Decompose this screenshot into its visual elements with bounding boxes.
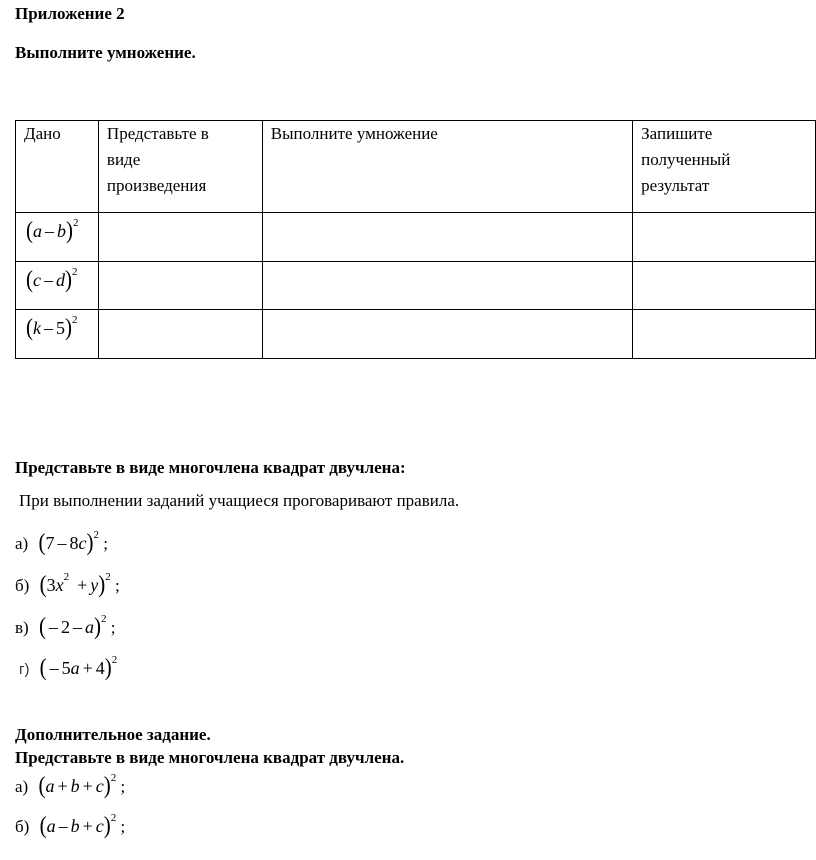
given-expression: (c – d)$^2$ — [16, 262, 99, 310]
exercise-item: а) (7 – 8c)$^2$ ; — [15, 528, 108, 556]
given-expression: (a – b)$^2$ — [16, 213, 99, 262]
item-label: а) — [15, 534, 29, 553]
header-result: Запишите полученный результат — [633, 121, 816, 213]
product-cell[interactable] — [98, 262, 262, 310]
appendix-title: Приложение 2 — [15, 4, 125, 23]
exercise-table — [15, 120, 816, 359]
exercise-item: а) $(a + b + c)^2$ ; — [15, 771, 126, 799]
header-multiply: Выполните умножение — [262, 121, 632, 213]
item-label: г) — [19, 661, 30, 678]
result-cell[interactable] — [633, 213, 816, 262]
item-label: б) — [15, 576, 30, 595]
table-row — [16, 262, 816, 310]
section2-note: При выполнении заданий учащиеся проговаривают правила. — [19, 491, 460, 510]
table-row — [16, 213, 816, 262]
exercise-item: б) $(3x^2 + y)^2$ ; — [15, 570, 120, 598]
multiply-cell[interactable] — [262, 213, 632, 262]
section2-title: Представьте в виде многочлена квадрат двучлена: — [15, 458, 406, 477]
exercise-item: в) ( – 2 – a)$^2$ ; — [15, 612, 116, 640]
section3-title: Дополнительное задание. — [15, 725, 211, 744]
given-expression: (k – 5)$^2$ — [16, 310, 99, 359]
header-given: Дано — [16, 121, 99, 213]
item-label: б) — [15, 817, 30, 836]
multiply-cell[interactable] — [262, 262, 632, 310]
exercise-item: б) $(a - b + c)^2$ ; — [15, 811, 126, 839]
instruction-title: Выполните умножение. — [15, 43, 196, 62]
header-product: Представьте в виде произведения — [98, 121, 262, 213]
multiply-cell[interactable] — [262, 310, 632, 359]
table-row — [16, 310, 816, 359]
item-label: в) — [15, 618, 29, 637]
product-cell[interactable] — [98, 213, 262, 262]
result-cell[interactable] — [633, 262, 816, 310]
product-cell[interactable] — [98, 310, 262, 359]
table-header-row — [16, 121, 816, 213]
section3-subtitle: Представьте в виде многочлена квадрат двучлена. — [15, 748, 405, 767]
item-label: а) — [15, 777, 29, 796]
exercise-item: г) ( – 5a + 4)$^2$ — [19, 653, 118, 681]
result-cell[interactable] — [633, 310, 816, 359]
